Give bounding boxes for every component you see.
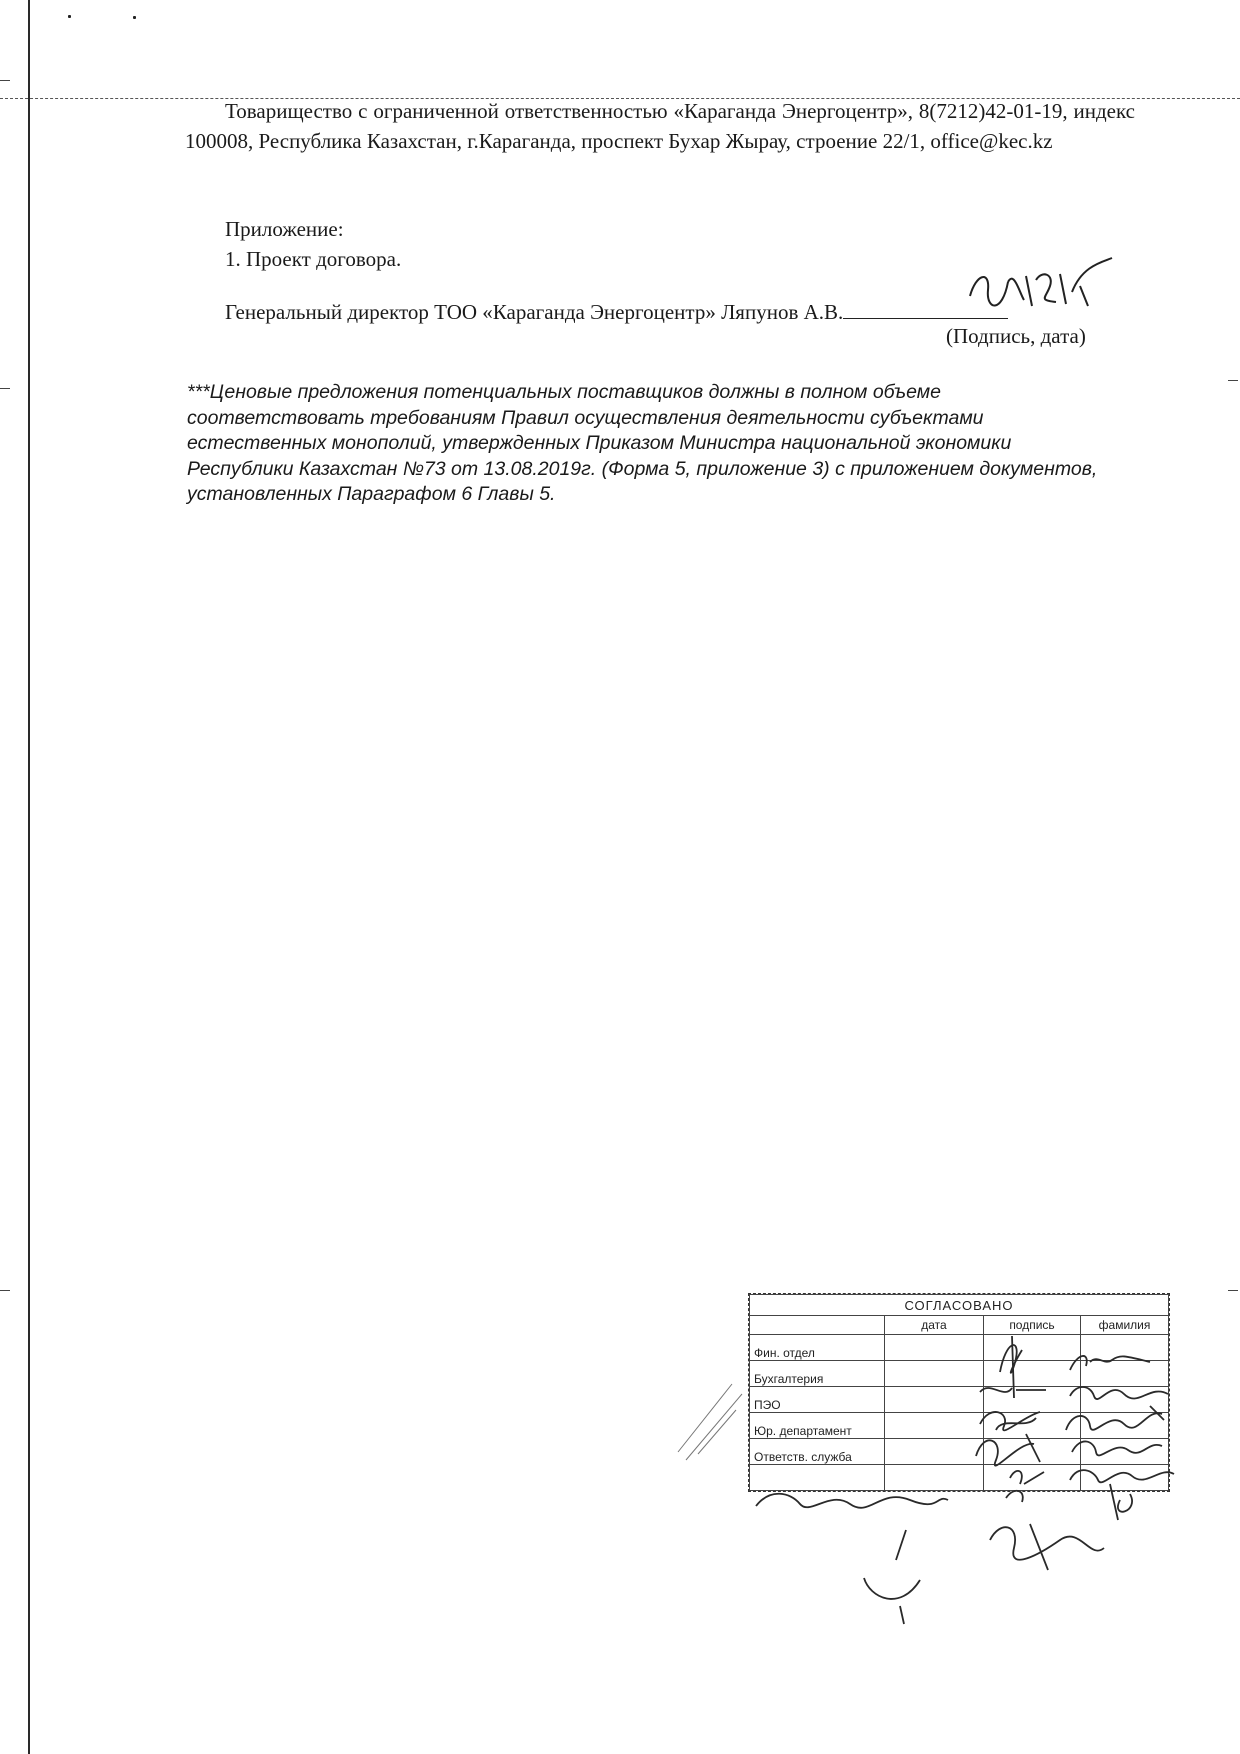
dept-cell: Юр. департамент: [750, 1413, 885, 1439]
organization-paragraph: Товарищество с ограниченной ответственностью «Караганда Энергоцентр», 8(7212)42-01-19, индекс 100008, Республика Казахстан, г.Караганда, проспект Бухар Жырау, строение 22/1, office@kec.kz: [185, 99, 1135, 153]
approval-title: СОГЛАСОВАНО: [750, 1295, 1169, 1316]
dept-cell: Бухгалтерия: [750, 1361, 885, 1387]
signer-name: Генеральный директор ТОО «Караганда Энергоцентр» Ляпунов А.В.: [225, 300, 844, 324]
column-header-surname: фамилия: [1081, 1316, 1169, 1335]
dept-cell: Фин. отдел: [750, 1335, 885, 1361]
signature-caption: (Подпись, дата): [946, 324, 1086, 348]
note-text: ***Ценовые предложения потенциальных поставщиков должны в полном объеме соответствовать требованиям Правил осуществления деятельности субъектами естественных монополий, утвержденных Приказом Министра национальной экономики Республики Казахстан №73 от 13.08.2019г. (Форма 5, приложение 3) с приложением документов, установленных Параграфом 6 Главы 5.: [187, 381, 1098, 505]
attachment-heading: Приложение:: [225, 217, 344, 241]
dept-cell: ПЭО: [750, 1387, 885, 1413]
column-header-signature: подпись: [984, 1316, 1081, 1335]
column-header-date: дата: [885, 1316, 984, 1335]
dept-cell: Ответств. служба: [750, 1439, 885, 1465]
attachment-item: 1. Проект договора.: [225, 247, 402, 271]
